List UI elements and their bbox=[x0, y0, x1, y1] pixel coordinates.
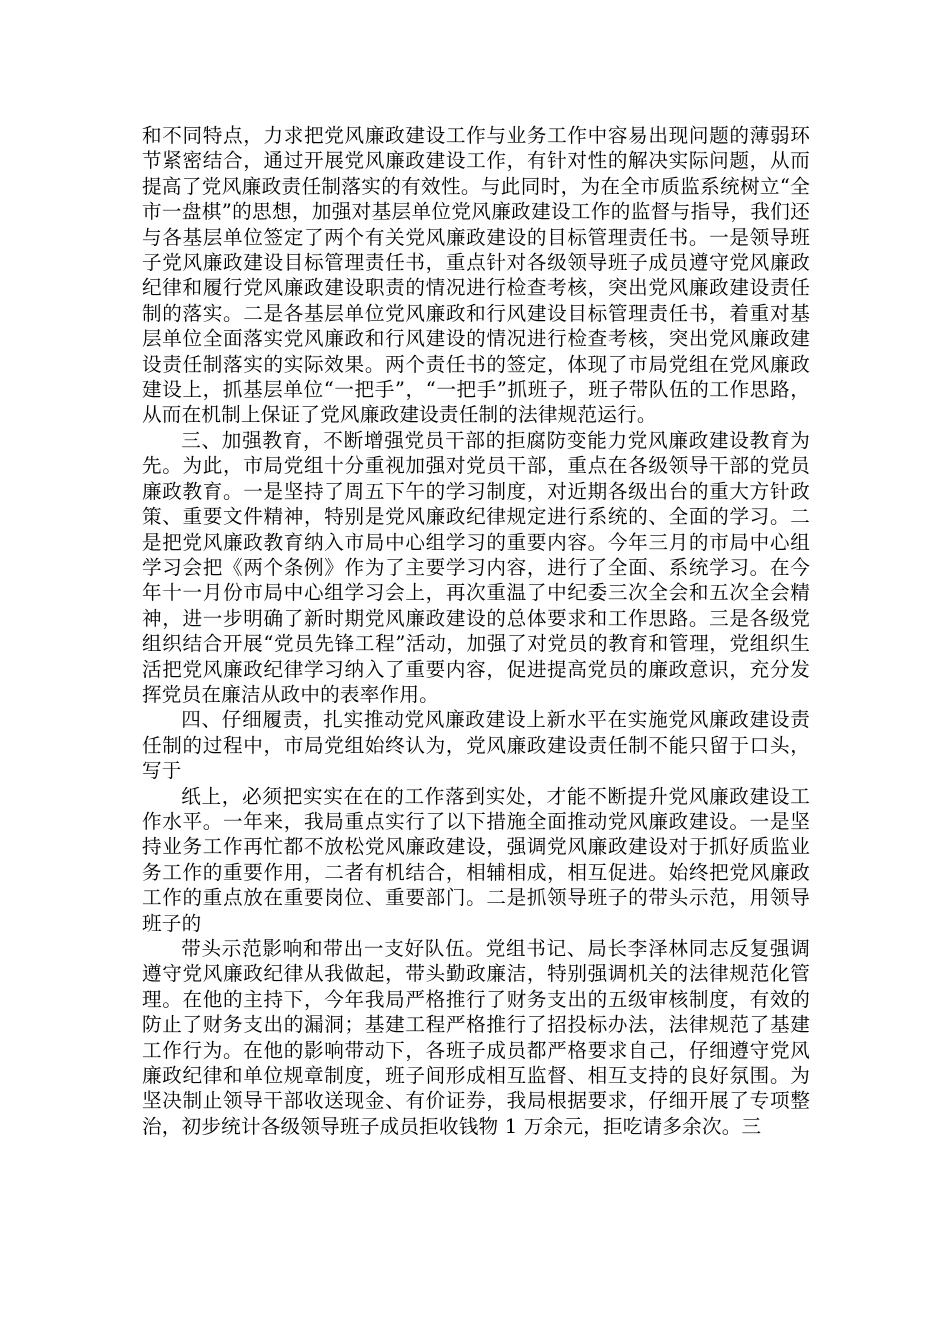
paragraph-continuation: 和不同特点，力求把党风廉政建设工作与业务工作中容易出现问题的薄弱环节紧密结合，通过开展党风廉政建设工作，有针对性的解决实际问题，从而提高了党风廉政责任制落实的有效性。与此同时，为在全市质监系统树立“全市一盘棋”的思想，加强对基层单位党风廉政建设工作的监督与指导，我们还与各基层单位签定了两个有关党风廉政建设的目标管理责任书。一是领导班子党风廉政建设目标管理责任书，重点针对各级领导班子成员遵守党风廉政纪律和履行党风廉政建设职责的情况进行检查考核，突出党风廉政建设责任制的落实。二是各基层单位党风廉政和行风建设目标管理责任书，着重对基层单位全面落实党风廉政和行风建设的情况进行检查考核，突出党风廉政建设责任制落实的实际效果。两个责任书的签定，体现了市局党组在党风廉政建设上，抓基层单位“一把手”，“一把手”抓班子，班子带队伍的工作思路，从而在机制上保证了党风廉政建设责任制的法律规范运行。 bbox=[142, 124, 810, 427]
paragraph-responsibility: 四、仔细履责，扎实推动党风廉政建设上新水平在实施党风廉政建设责任制的过程中，市局党组始终认为，党风廉政建设责任制不能只留于口头，写于 bbox=[142, 708, 810, 783]
paragraph-education: 三、加强教育，不断增强党员干部的拒腐防变能力党风廉政建设教育为先。为此，市局党组十分重视加强对党员干部，重点在各级领导干部的党员廉政教育。一是坚持了周五下午的学习制度，对近期各级出台的重大方针政策、重要文件精神，特别是党风廉政纪律规定进行系统的、全面的学习。二是把党风廉政教育纳入市局中心组学习的重要内容。今年三月的市局中心组学习会把《两个条例》作为了主要学习内容，进行了全面、系统学习。在今年十一月份市局中心组学习会上，再次重温了中纪委三次全会和五次全会精神，进一步明确了新时期党风廉政建设的总体要求和工作思路。三是各级党组织结合开展“党员先锋工程”活动，加强了对党员的教育和管理，党组织生活把党风廉政纪律学习纳入了重要内容，促进提高党员的廉政意识，充分发挥党员在廉洁从政中的表率作用。 bbox=[142, 428, 810, 706]
document-page bbox=[142, 123, 810, 1139]
paragraph-leadership-example: 带头示范影响和带出一支好队伍。党组书记、局长李泽林同志反复强调遵守党风廉政纪律从我做起，带头勤政廉洁，特别强调机关的法律规范化管理。在他的主持下，今年我局严格推行了财务支出的五级审核制度，有效的防止了财务支出的漏洞；基建工程严格推行了招投标办法，法律规范了基建工作行为。在他的影响带动下，各班子成员都严格要求自己，仔细遵守党风廉政纪律和单位规章制度，班子间形成相互监督、相互支持的良好氛围。为坚决制止领导干部收送现金、有价证券，我局根据要求，仔细开展了专项整治，初步统计各级领导班子成员拒收钱物 1 万余元，拒吃请多余次。三 bbox=[142, 937, 810, 1138]
paragraph-measures: 纸上，必须把实实在在的工作落到实处，才能不断提升党风廉政建设工作水平。一年来，我局重点实行了以下措施全面推动党风廉政建设。一是坚持业务工作再忙都不放松党风廉政建设，强调党风廉政建设对于抓好质监业务工作的重要作用，二者有机结合，相辅相成，相互促进。始终把党风廉政工作的重点放在重要岗位、重要部门。二是抓领导班子的带头示范，用领导班子的 bbox=[142, 784, 810, 935]
